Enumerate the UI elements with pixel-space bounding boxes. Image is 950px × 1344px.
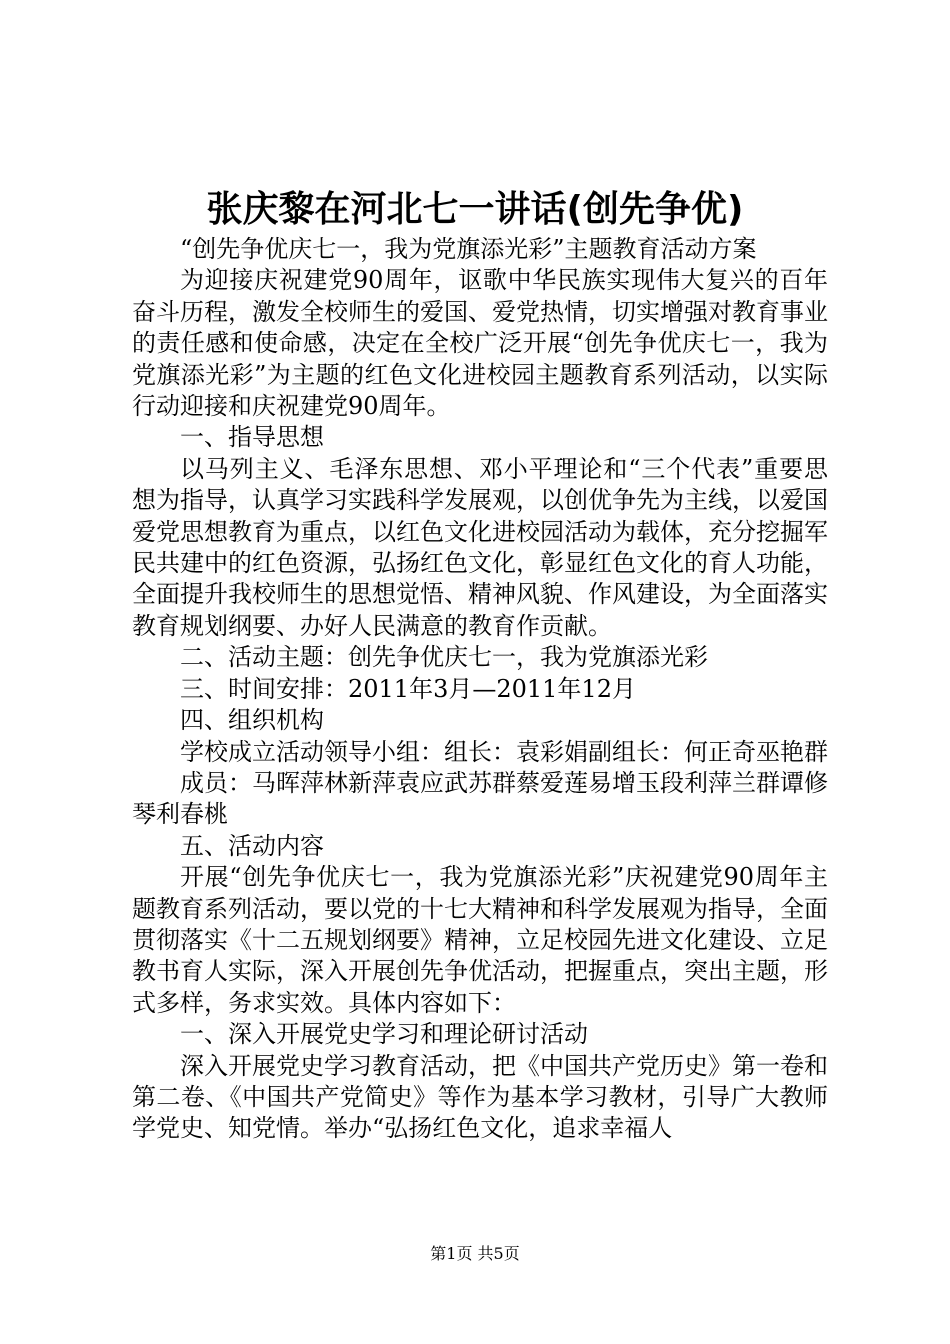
paragraph-members: 成员：马晖萍林新萍袁应武苏群蔡爱莲易增玉段利萍兰群谭修琴利春桃	[132, 768, 828, 829]
paragraph-leadership-group: 学校成立活动领导小组：组长：袁彩娟副组长：何正奇巫艳群	[180, 737, 828, 766]
paragraph-activity-content: 开展“创先争优庆七一，我为党旗添光彩”庆祝建党90周年主题教育系列活动，要以党的十七大精神和科学发展观为指导，全面贯彻落实《十二五规划纲要》精神，立足校园先进文化建设、立足教书育人实际，深入开展创先争优活动，把握重点，突出主题，形式多样，务求实效。具体内容如下：	[132, 863, 828, 1017]
heading-party-history-study: 一、深入开展党史学习和理论研讨活动	[180, 1020, 588, 1049]
heading-schedule: 三、时间安排：2011年3月—2011年12月	[180, 674, 636, 703]
page-number-footer: 第1页 共5页	[430, 1244, 520, 1263]
document-body	[132, 234, 828, 1145]
paragraph-intro: 为迎接庆祝建党90周年，讴歌中华民族实现伟大复兴的百年奋斗历程，激发全校师生的爱国、爱党热情，切实增强对教育事业的责任感和使命感，决定在全校广泛开展“创先争优庆七一，我为党旗添光彩”为主题的红色文化进校园主题教育系列活动，以实际行动迎接和庆祝建党90周年。	[132, 266, 828, 421]
paragraph-plan-title: “创先争优庆七一，我为党旗添光彩”主题教育活动方案	[180, 235, 757, 263]
document-title: 张庆黎在河北七一讲话(创先争优)	[206, 189, 744, 230]
paragraph-guiding-ideology: 以马列主义、毛泽东思想、邓小平理论和“三个代表”重要思想为指导，认真学习实践科学发展观，以创优争先为主线，以爱国爱党思想教育为重点，以红色文化进校园活动为载体，充分挖掘军民共建中的红色资源，弘扬红色文化，彰显红色文化的育人功能，全面提升我校师生的思想觉悟、精神风貌、作风建设，为全面落实教育规划纲要、办好人民满意的教育作贡献。	[132, 454, 828, 640]
heading-activity-theme: 二、活动主题：创先争优庆七一，我为党旗添光彩	[180, 643, 708, 672]
heading-activity-content: 五、活动内容	[180, 831, 324, 860]
heading-guiding-ideology: 一、指导思想	[180, 423, 324, 452]
heading-organization: 四、组织机构	[180, 706, 324, 735]
paragraph-party-history-study: 深入开展党史学习教育活动，把《中国共产党历史》第一卷和第二卷、《中国共产党简史》等作为基本学习教材，引导广大教师学党史、知党情。举办“弘扬红色文化，追求幸福人	[132, 1051, 828, 1143]
